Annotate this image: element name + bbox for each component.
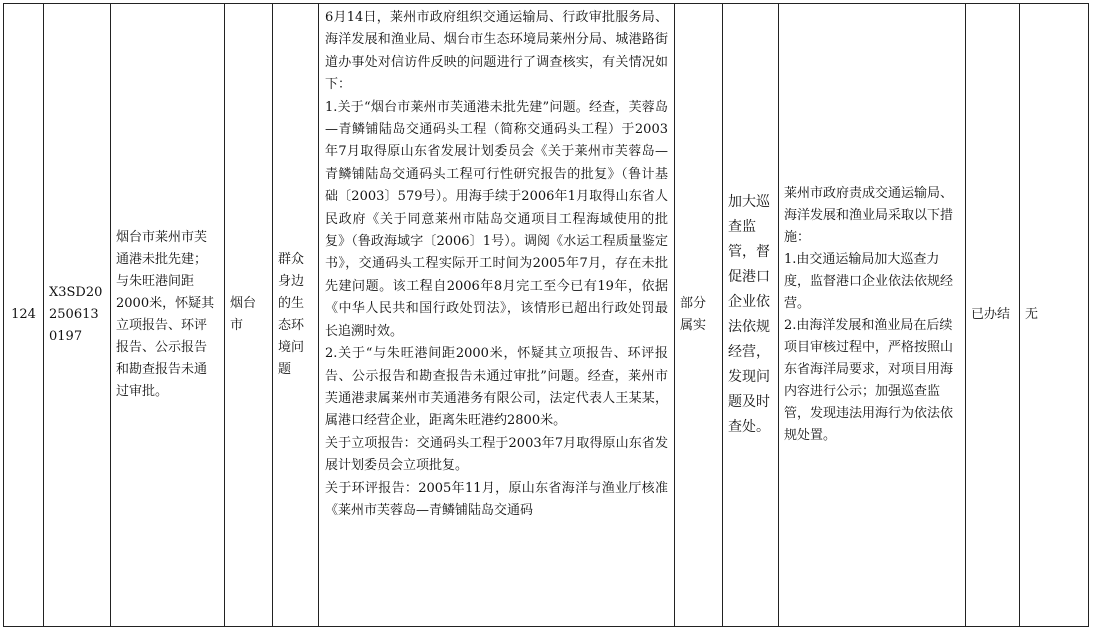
pollution-type-cell (273, 4, 319, 627)
accountability: 无 (1025, 307, 1039, 322)
region-cell (225, 4, 273, 627)
rectification-cell (779, 4, 966, 627)
process-paragraph: 6月14日，莱州市政府组织交通运输局、行政审批服务局、海洋发展和渔业局、烟台市生态环境局莱州分局、城港路街道办事处对信访件反映的问题进行了调查核实，有关情况如下： (325, 10, 668, 93)
process-paragraph: 关于环评报告：2005年11月，原山东省海洋与渔业厅核准《莱州市芙蓉岛—青鳞铺陆岛交通码 (325, 480, 668, 518)
status-cell (966, 4, 1020, 627)
handling-cell (723, 4, 779, 627)
verdict: 部分属实 (680, 296, 707, 333)
process-paragraph: 关于立项报告：交通码头工程于2003年7月取得原山东省发展计划委员会立项批复。 (325, 435, 668, 474)
verdict-cell (675, 4, 723, 627)
process-paragraph: 1.关于“烟台市莱州市芙通港未批先建”问题。经查，芙蓉岛—青鳞铺陆岛交通码头工程（简称交通码头工程）于2003年7月取得原山东省发展计划委员会《关于莱州市芙蓉岛—青鳞铺陆岛交通码头工程可行性研究报告的批复》（鲁计基础〔2003〕579号）。用海手续于2006年1月取得山东省人民政府《关于同意莱州市陆岛交通项目工程海域使用的批复》（鲁政海域字〔2006〕1号）。调阅《水运工程质量鉴定书》，交通码头工程实际开工时间为2005年7月，存在未批先建问题。该工程自2006年8月完工至今已有19年，依据《中华人民共和国行政处罚法》，该情形已超出行政处罚最长追溯时效。 (325, 99, 668, 339)
complaint-cell (111, 4, 225, 627)
region: 烟台市 (230, 296, 257, 333)
row-number: 124 (11, 307, 36, 322)
table-row (4, 4, 1089, 627)
row-number-cell (4, 4, 44, 627)
rectification-text: 莱州市政府责成交通运输局、海洋发展和渔业局采取以下措施： 1.由交通运输局加大巡查力度，监督港口企业依法依规经营。 2.由海洋发展和渔业局在后续项目审核过程中，严格按照山东省海洋局要求，对项目用海内容进行公示；加强巡查监管，发现违法用海行为依法依规处置。 (784, 186, 954, 443)
pollution-type: 群众身边的生态环境问题 (278, 252, 305, 377)
complaint-text: 烟台市莱州市芙通港未批先建；与朱旺港间距2000米，怀疑其立项报告、环评报告、公示报告和勘查报告未通过审批。 (116, 230, 215, 399)
case-id-cell (44, 4, 111, 627)
process-cell (319, 4, 675, 627)
status: 已办结 (971, 307, 1011, 322)
handling-text: 加大巡查监管，督促港口企业依法依规经营，发现问题及时查处。 (728, 194, 770, 435)
accountability-cell (1020, 4, 1089, 627)
complaint-table (3, 3, 1089, 627)
case-id: X3SD20250613 0197 (49, 285, 103, 344)
process-paragraph: 2.关于“与朱旺港间距2000米，怀疑其立项报告、环评报告、公示报告和勘查报告未通过审批”问题。经查，莱州市芙通港隶属莱州市芙通港务有限公司，法定代表人王某某，属港口经营企业，距离朱旺港约2800米。 (325, 346, 668, 429)
